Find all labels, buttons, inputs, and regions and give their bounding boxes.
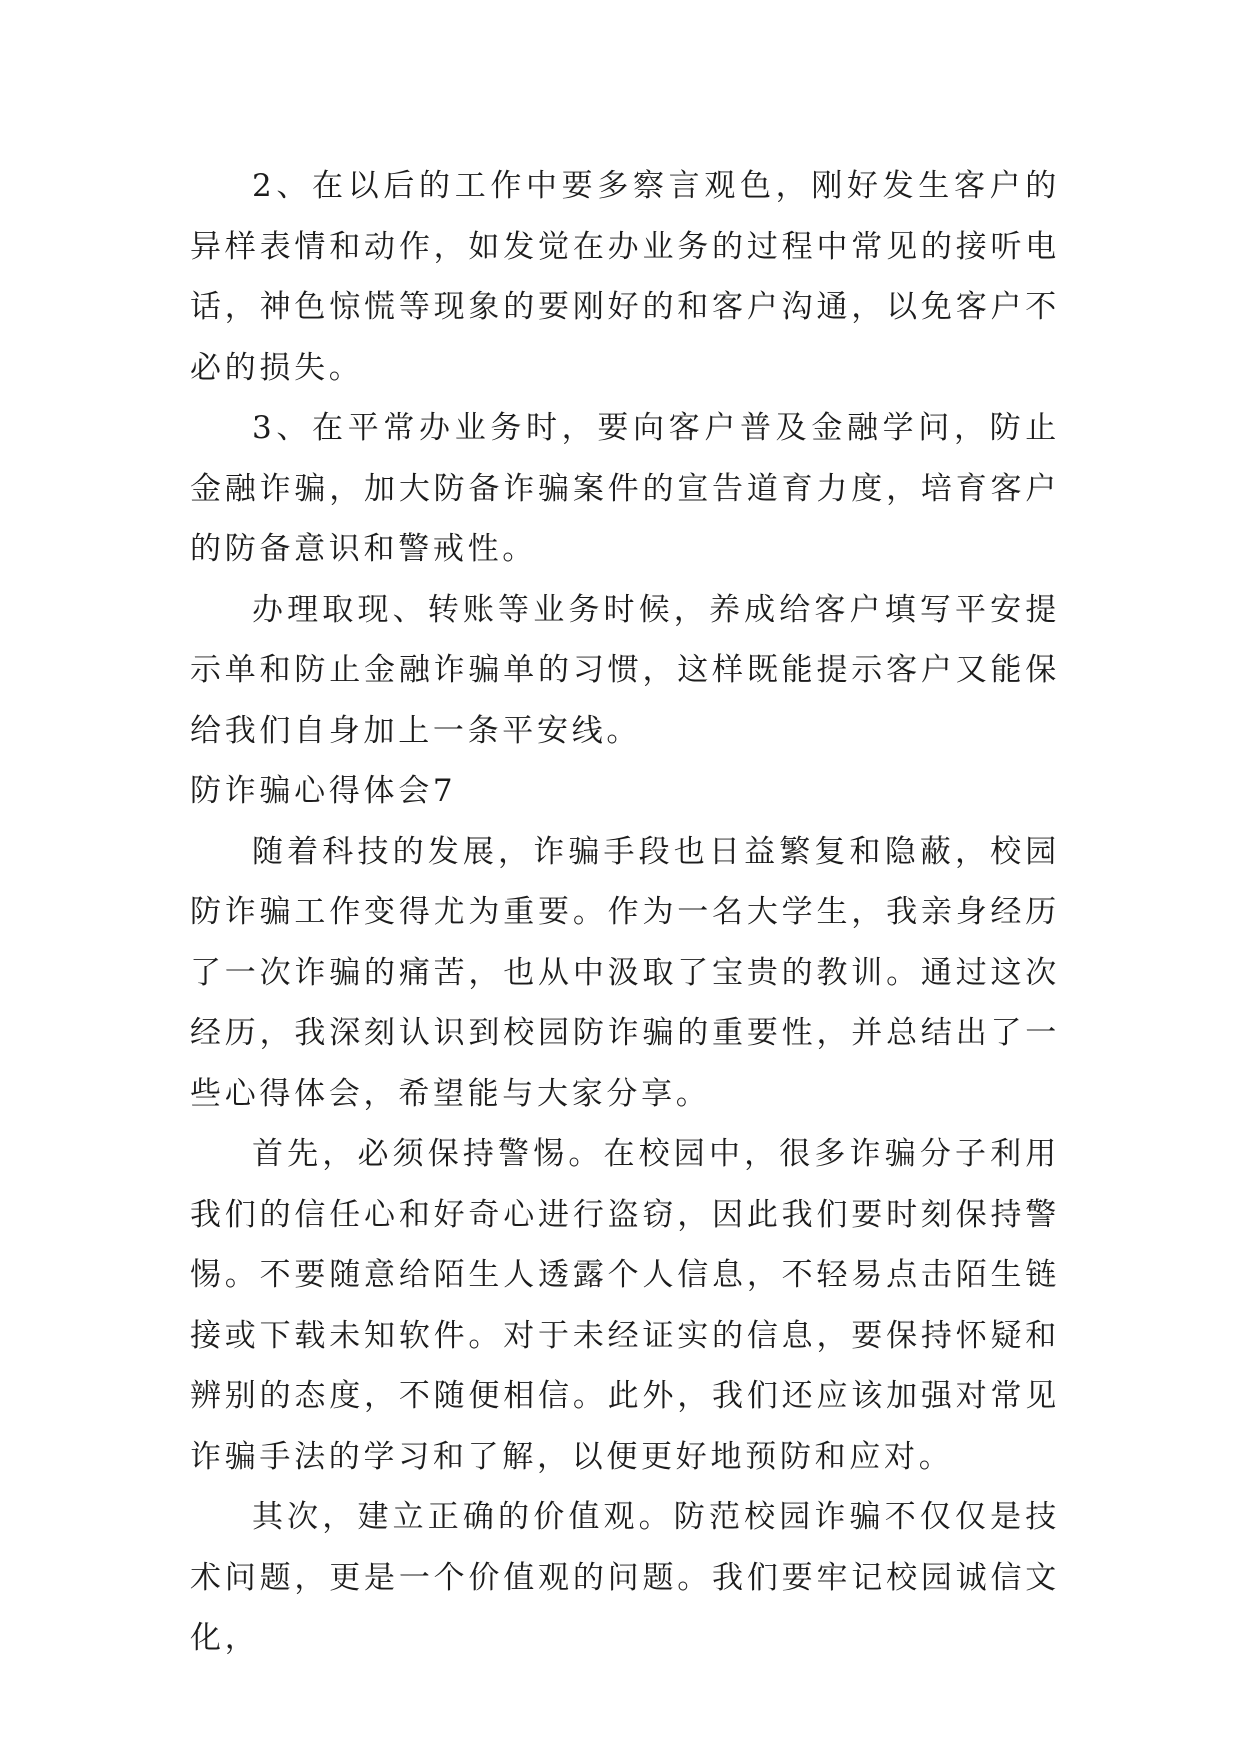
section-heading: 防诈骗心得体会7	[190, 773, 457, 809]
paragraph-item-2: 2、在以后的工作中要多察言观色，刚好发生客户的异样表情和动作，如发觉在办业务的过程中常见的接听电话，神色惊慌等现象的要刚好的和客户沟通，以免客户不必的损失。	[190, 168, 1060, 386]
paragraph-item-3: 3、在平常办业务时，要向客户普及金融学问，防止金融诈骗，加大防备诈骗案件的宣告道育力度，培育客户的防备意识和警戒性。	[190, 410, 1060, 567]
paragraph-intro: 随着科技的发展，诈骗手段也日益繁复和隐蔽，校园防诈骗工作变得尤为重要。作为一名大学生，我亲身经历了一次诈骗的痛苦，也从中汲取了宝贵的教训。通过这次经历，我深刻认识到校园防诈骗的重要性，并总结出了一些心得体会，希望能与大家分享。	[190, 833, 1060, 1112]
document-body	[190, 156, 1060, 1669]
paragraph-second-point: 其次，建立正确的价值观。防范校园诈骗不仅仅是技术问题，更是一个价值观的问题。我们要牢记校园诚信文化，	[190, 1499, 1060, 1656]
paragraph-withdrawal-transfer: 办理取现、转账等业务时候，养成给客户填写平安提示单和防止金融诈骗单的习惯，这样既能提示客户又能保给我们自身加上一条平安线。	[190, 591, 1060, 749]
paragraph-first-point: 首先，必须保持警惕。在校园中，很多诈骗分子利用我们的信任心和好奇心进行盗窃，因此我们要时刻保持警惕。不要随意给陌生人透露个人信息，不轻易点击陌生链接或下载未知软件。对于未经证实的信息，要保持怀疑和辨别的态度，不随便相信。此外，我们还应该加强对常见诈骗手法的学习和了解，以便更好地预防和应对。	[190, 1136, 1060, 1475]
